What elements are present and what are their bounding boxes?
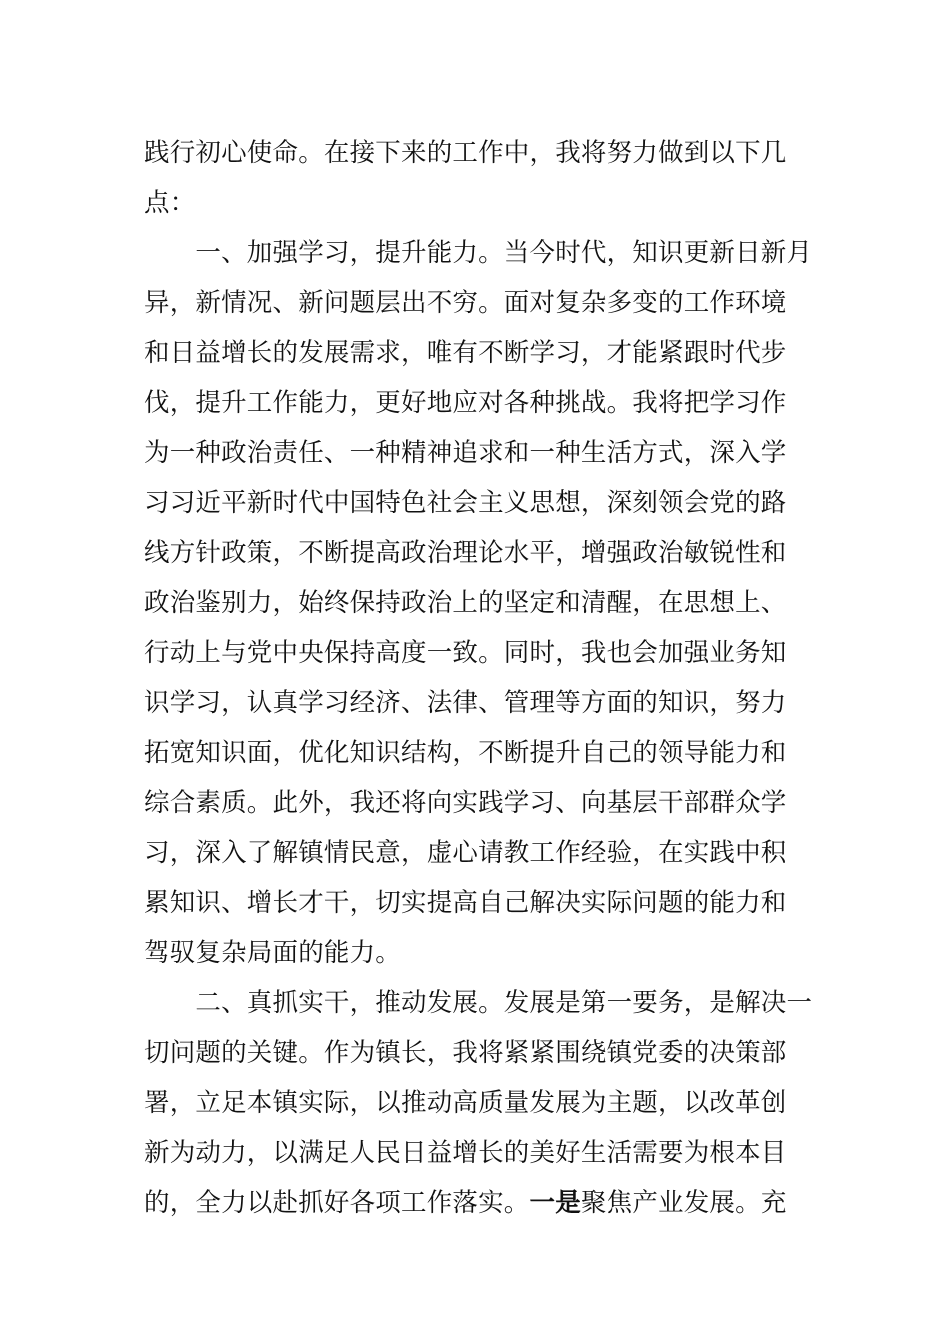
- text-line: 为一种政治责任、一种精神追求和一种生活方式，深入学: [144, 438, 787, 468]
- text-line: 异，新情况、新问题层出不穷。面对复杂多变的工作环境: [144, 288, 787, 318]
- text-line-tail: 聚焦产业发展。充: [580, 1188, 787, 1218]
- text-line: 习，深入了解镇情民意，虚心请教工作经验，在实践中积: [144, 838, 787, 868]
- text-line: 累知识、增长才干，切实提高自己解决实际问题的能力和: [144, 888, 787, 918]
- text-line: 署，立足本镇实际，以推动高质量发展为主题，以改革创: [144, 1088, 787, 1118]
- bold-lead-text: 一是: [529, 1188, 581, 1218]
- text-line: 的，全力以赴抓好各项工作落实。: [144, 1188, 530, 1218]
- document-body: [144, 128, 813, 1228]
- text-line: 拓宽知识面，优化知识结构，不断提升自己的领导能力和: [144, 738, 787, 768]
- text-line: 政治鉴别力，始终保持政治上的坚定和清醒，在思想上、: [144, 588, 787, 618]
- text-line: 新为动力，以满足人民日益增长的美好生活需要为根本目: [144, 1138, 787, 1168]
- text-line: 伐，提升工作能力，更好地应对各种挑战。我将把学习作: [144, 388, 787, 418]
- text-line-last: [144, 1178, 804, 1228]
- text-line: 综合素质。此外，我还将向实践学习、向基层干部群众学: [144, 788, 787, 818]
- text-line: 线方针政策，不断提高政治理论水平，增强政治敏锐性和: [144, 538, 787, 568]
- text-line: 行动上与党中央保持高度一致。同时，我也会加强业务知: [144, 638, 787, 668]
- text-line: 践行初心使命。在接下来的工作中，我将努力做到以下几: [144, 138, 787, 168]
- text-line: 识学习，认真学习经济、法律、管理等方面的知识，努力: [144, 688, 787, 718]
- text-line: 一、加强学习，提升能力。当今时代，知识更新日新月: [144, 238, 813, 268]
- text-line: 驾驭复杂局面的能力。: [144, 938, 402, 968]
- text-line: 习习近平新时代中国特色社会主义思想，深刻领会党的路: [144, 488, 787, 518]
- text-line: 和日益增长的发展需求，唯有不断学习，才能紧跟时代步: [144, 338, 787, 368]
- text-line: 点：: [144, 188, 196, 218]
- text-line: 二、真抓实干，推动发展。发展是第一要务，是解决一: [144, 988, 813, 1018]
- text-line: 切问题的关键。作为镇长，我将紧紧围绕镇党委的决策部: [144, 1038, 787, 1068]
